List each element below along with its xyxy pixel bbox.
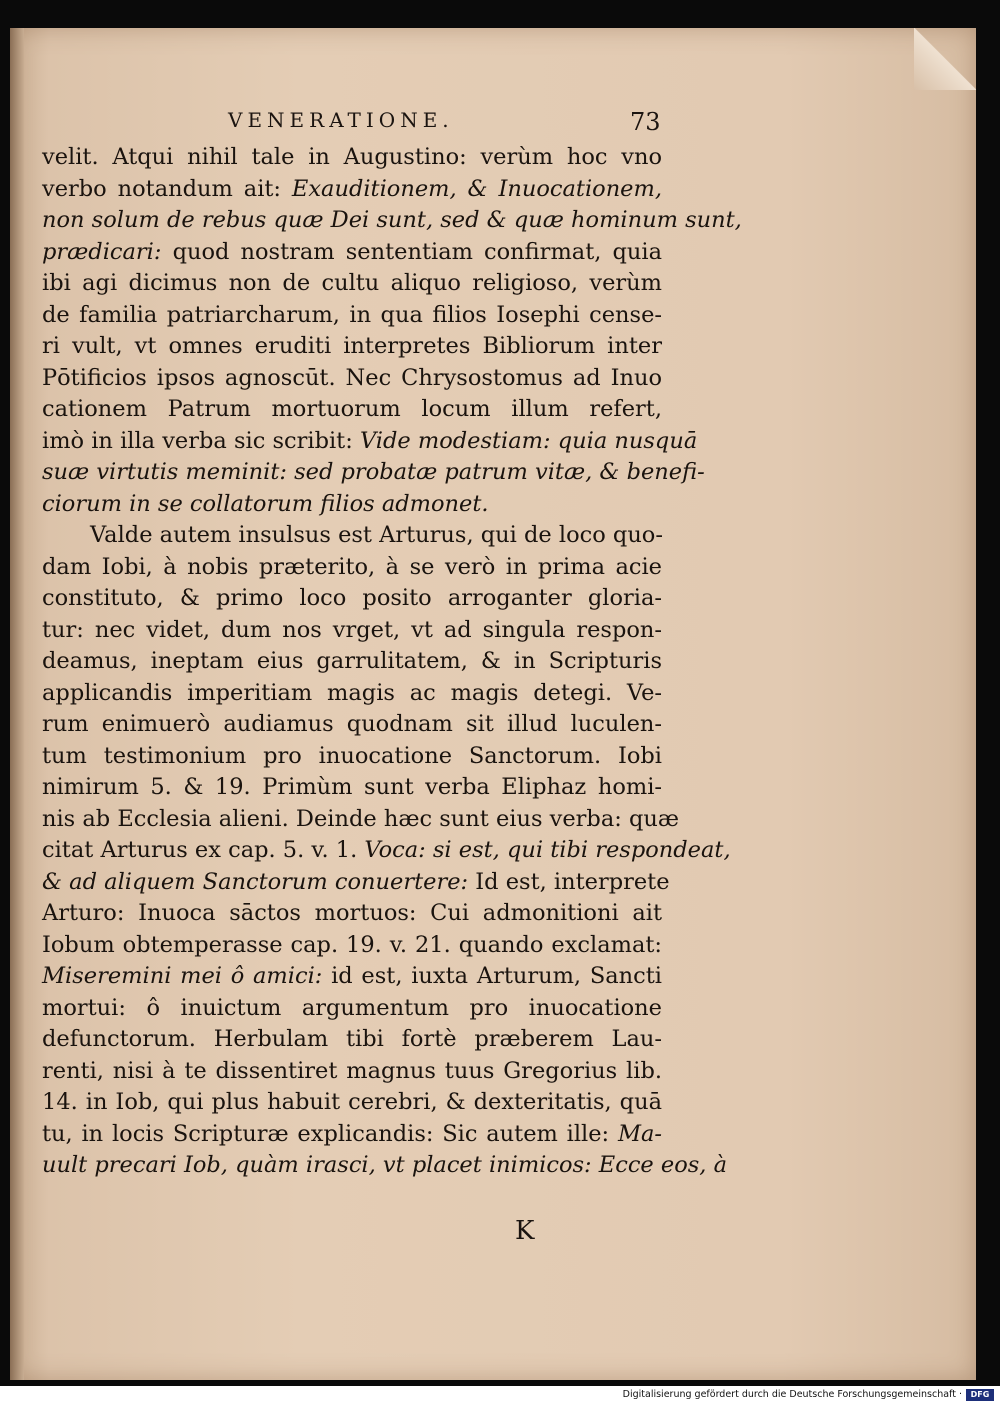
roman-text: cationem Patrum mortuorum locum illum refert, bbox=[42, 396, 662, 422]
italic-text: prædicari: bbox=[42, 238, 162, 265]
roman-text: rum enimuerò audiamus quodnam sit illud luculen- bbox=[42, 711, 662, 737]
roman-text: defunctorum. Herbulam tibi fortè præberem Lau- bbox=[42, 1026, 662, 1052]
text-line bbox=[42, 394, 662, 426]
text-line bbox=[42, 552, 662, 584]
text-line bbox=[42, 1024, 662, 1056]
text-line bbox=[42, 457, 705, 489]
roman-text: Pōtificios ipsos agnoscūt. Nec Chrysostomus ad Inuo bbox=[42, 364, 662, 391]
text-line bbox=[42, 961, 662, 993]
text-line bbox=[42, 1087, 662, 1119]
text-line bbox=[42, 489, 662, 521]
text-line bbox=[42, 772, 662, 804]
text-line bbox=[42, 520, 662, 552]
roman-text: nis ab Ecclesia alieni. Deinde hæc sunt eius verba: quæ bbox=[42, 805, 680, 832]
roman-text: deamus, ineptam eius garrulitatem, & in Scripturis bbox=[42, 648, 662, 674]
roman-text: ibi agi dicimus non de cultu aliquo religioso, verùm bbox=[42, 270, 662, 296]
text-line bbox=[42, 1119, 662, 1151]
roman-text: velit. Atqui nihil tale in Augustino: verùm hoc vno bbox=[42, 144, 662, 170]
roman-text: de familia patriarcharum, in qua filios Iosephi cense- bbox=[42, 301, 662, 328]
text-line bbox=[42, 615, 662, 647]
roman-text: Valde autem insulsus est Arturus, qui de loco quo- bbox=[90, 522, 663, 548]
roman-text: verbo notandum ait: bbox=[42, 175, 292, 202]
italic-text: Ma- bbox=[617, 1120, 662, 1147]
text-line bbox=[42, 237, 662, 269]
roman-text: Arturo: Inuoca sāctos mortuos: Cui admonitioni ait bbox=[42, 900, 662, 926]
running-head: VENERATIONE. bbox=[228, 108, 454, 132]
italic-text: Exauditionem, & Inuocationem, bbox=[291, 175, 662, 202]
roman-text: renti, nisi à te dissentiret magnus tuus Gregorius lib. bbox=[42, 1057, 662, 1084]
italic-text: suæ virtutis meminit: sed probatæ patrum vitæ, & benefi- bbox=[42, 459, 705, 485]
page-number: 73 bbox=[630, 108, 661, 136]
text-line bbox=[42, 331, 662, 363]
text-line bbox=[42, 709, 662, 741]
roman-text: applicandis imperitiam magis ac magis detegi. Ve- bbox=[42, 679, 662, 706]
roman-text: ri vult, vt omnes eruditi interpretes Bibliorum inter bbox=[42, 333, 662, 359]
text-line bbox=[42, 1056, 662, 1088]
body-text bbox=[42, 142, 742, 1182]
roman-text: id est, iuxta Arturum, Sancti bbox=[322, 963, 662, 989]
text-line bbox=[42, 174, 662, 206]
text-line bbox=[42, 1150, 728, 1182]
text-line bbox=[42, 583, 662, 615]
text-line bbox=[42, 300, 662, 332]
roman-text: mortui: ô inuictum argumentum pro inuocatione bbox=[42, 994, 662, 1021]
roman-text: constituto, & primo loco posito arroganter gloria- bbox=[42, 585, 662, 611]
page-gutter-shadow bbox=[10, 28, 24, 1380]
roman-text: Iobum obtemperasse cap. 19. v. 21. quando exclamat: bbox=[42, 931, 662, 958]
text-line bbox=[42, 741, 662, 773]
text-line bbox=[42, 930, 662, 962]
dfg-logo: DFG bbox=[966, 1389, 994, 1401]
text-line bbox=[42, 835, 731, 867]
roman-text: 14. in Iob, qui plus habuit cerebri, & dexteritatis, quā bbox=[42, 1089, 662, 1115]
text-line bbox=[42, 898, 662, 930]
text-line bbox=[42, 426, 698, 458]
text-line bbox=[42, 678, 662, 710]
italic-text: ciorum in se collatorum filios admonet. bbox=[42, 490, 489, 517]
roman-text: imò in illa verba sic scribit: bbox=[42, 427, 360, 454]
text-line bbox=[42, 867, 670, 899]
text-line bbox=[42, 646, 662, 678]
roman-text: Id est, interprete bbox=[468, 868, 670, 895]
footer-credit: Digitalisierung gefördert durch die Deutsche Forschungsgemeinschaft · bbox=[622, 1389, 962, 1400]
text-line bbox=[42, 268, 662, 300]
folded-page-corner bbox=[914, 28, 976, 90]
text-line bbox=[42, 363, 662, 395]
italic-text: Vide modestiam: quia nusquā bbox=[359, 427, 698, 454]
italic-text: Voca: si est, qui tibi respondeat, bbox=[364, 837, 731, 863]
roman-text: tu, in locis Scripturæ explicandis: Sic autem ille: bbox=[42, 1120, 618, 1147]
text-line bbox=[42, 804, 680, 836]
roman-text: nimirum 5. & 19. Primùm sunt verba Eliphaz homi- bbox=[42, 774, 662, 800]
italic-text: uult precari Iob, quàm irasci, vt placet inimicos: Ecce eos, à bbox=[42, 1152, 728, 1178]
text-line bbox=[42, 205, 742, 237]
roman-text: quod nostram sententiam confirmat, quia bbox=[161, 238, 662, 265]
signature-mark: K bbox=[515, 1216, 535, 1246]
roman-text: citat Arturus ex cap. 5. v. 1. bbox=[42, 837, 365, 863]
italic-text: non solum de rebus quæ Dei sunt, sed & quæ hominum sunt, bbox=[42, 207, 742, 233]
text-line bbox=[42, 993, 662, 1025]
italic-text: & ad aliquem Sanctorum conuertere: bbox=[42, 868, 469, 895]
roman-text: tum testimonium pro inuocatione Sanctorum. Iobi bbox=[42, 742, 662, 769]
roman-text: dam Iobi, à nobis præterito, à se verò in prima acie bbox=[42, 553, 662, 580]
text-line bbox=[42, 142, 662, 174]
italic-text: Miseremini mei ô amici: bbox=[42, 963, 323, 989]
roman-text: tur: nec videt, dum nos vrget, vt ad singula respon- bbox=[42, 616, 662, 643]
